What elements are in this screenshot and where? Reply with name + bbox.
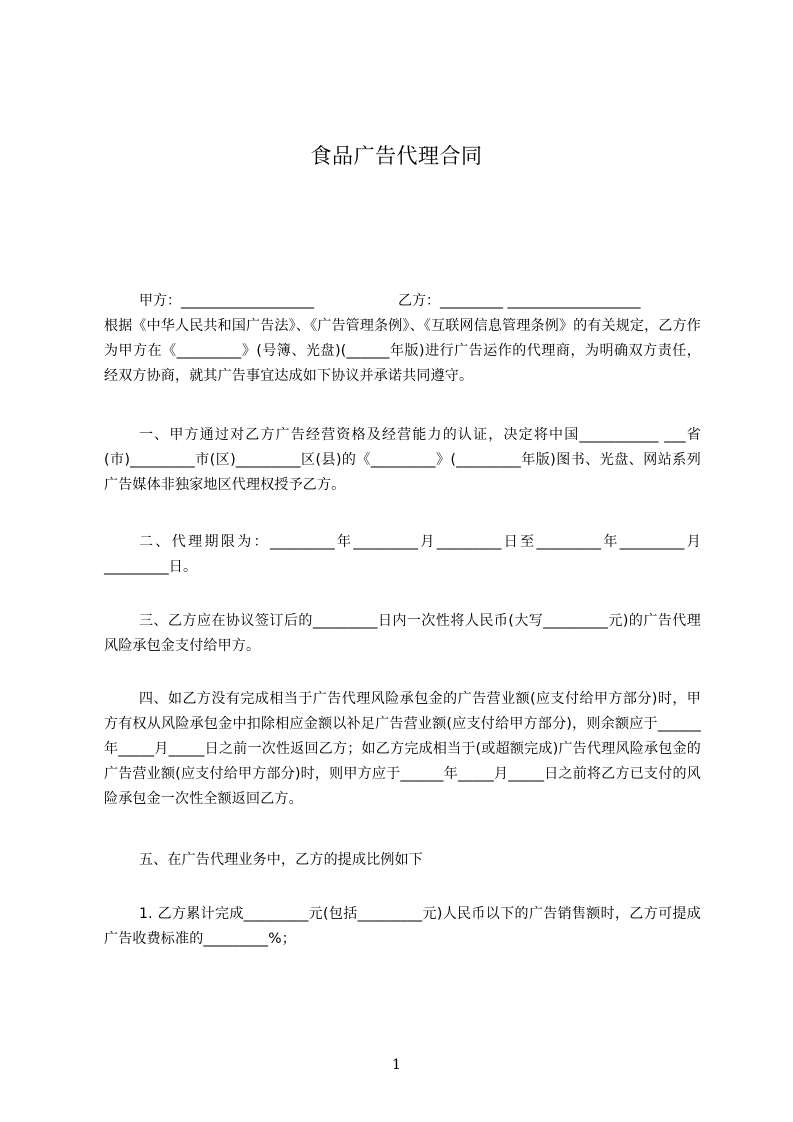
parties-row bbox=[139, 289, 701, 314]
clause-1-paragraph: 一、甲方通过对乙方广告经营资格及经营能力的认证，决定将中国___________ ___省(市)_________市(区)_________区(县)的《_________》(_________年版)图书、光盘、网站系列广告媒体非独家地区代理权授予乙方。 bbox=[104, 427, 701, 493]
clause-5-heading: 五、在广告代理业务中，乙方的提成比例如下 bbox=[139, 852, 423, 868]
party-a-field: 甲方：___________________ bbox=[139, 293, 314, 309]
clause-4-paragraph: 四、如乙方没有完成相当于广告代理风险承包金的广告营业额(应支付给甲方部分)时，甲方有权从风险承包金中扣除相应金额以补足广告营业额(应支付给甲方部分)，则余额应于______年_____月_____日之前一次性返回乙方；如乙方完成相当于(或超额完成)广告代理风险承包金的广告营业额(应支付给甲方部分)时，则甲方应于______年_____月_____日之前将乙方已支付的风险承包金一次性全额返回乙方。 bbox=[104, 691, 701, 807]
clause-2-paragraph: 二、代理期限为：_________年_________月_________日至_________年_________月_________日。 bbox=[104, 534, 701, 575]
clause-5-item-1: 1. 乙方累计完成_________元(包括_________元)人民币以下的广告销售额时，乙方可提成广告收费标准的_________%； bbox=[104, 906, 701, 947]
page-number: 1 bbox=[392, 1057, 401, 1073]
document-title: 食品广告代理合同 bbox=[310, 144, 483, 168]
clause-3-paragraph: 三、乙方应在协议签订后的_________日内一次性将人民币(大写_________元)的广告代理风险承包金支付给甲方。 bbox=[104, 613, 701, 654]
party-b-field: 乙方：_________ ___________________ bbox=[398, 293, 641, 309]
intro-paragraph: 根据《中华人民共和国广告法》、《广告管理条例》、《互联网信息管理条例》的有关规定，乙方作为甲方在《_________》(号簿、光盘)(______年版)进行广告运作的代理商，为明确双方责任，经双方协商，就其广告事宜达成如下协议并承诺共同遵守。 bbox=[104, 318, 701, 384]
